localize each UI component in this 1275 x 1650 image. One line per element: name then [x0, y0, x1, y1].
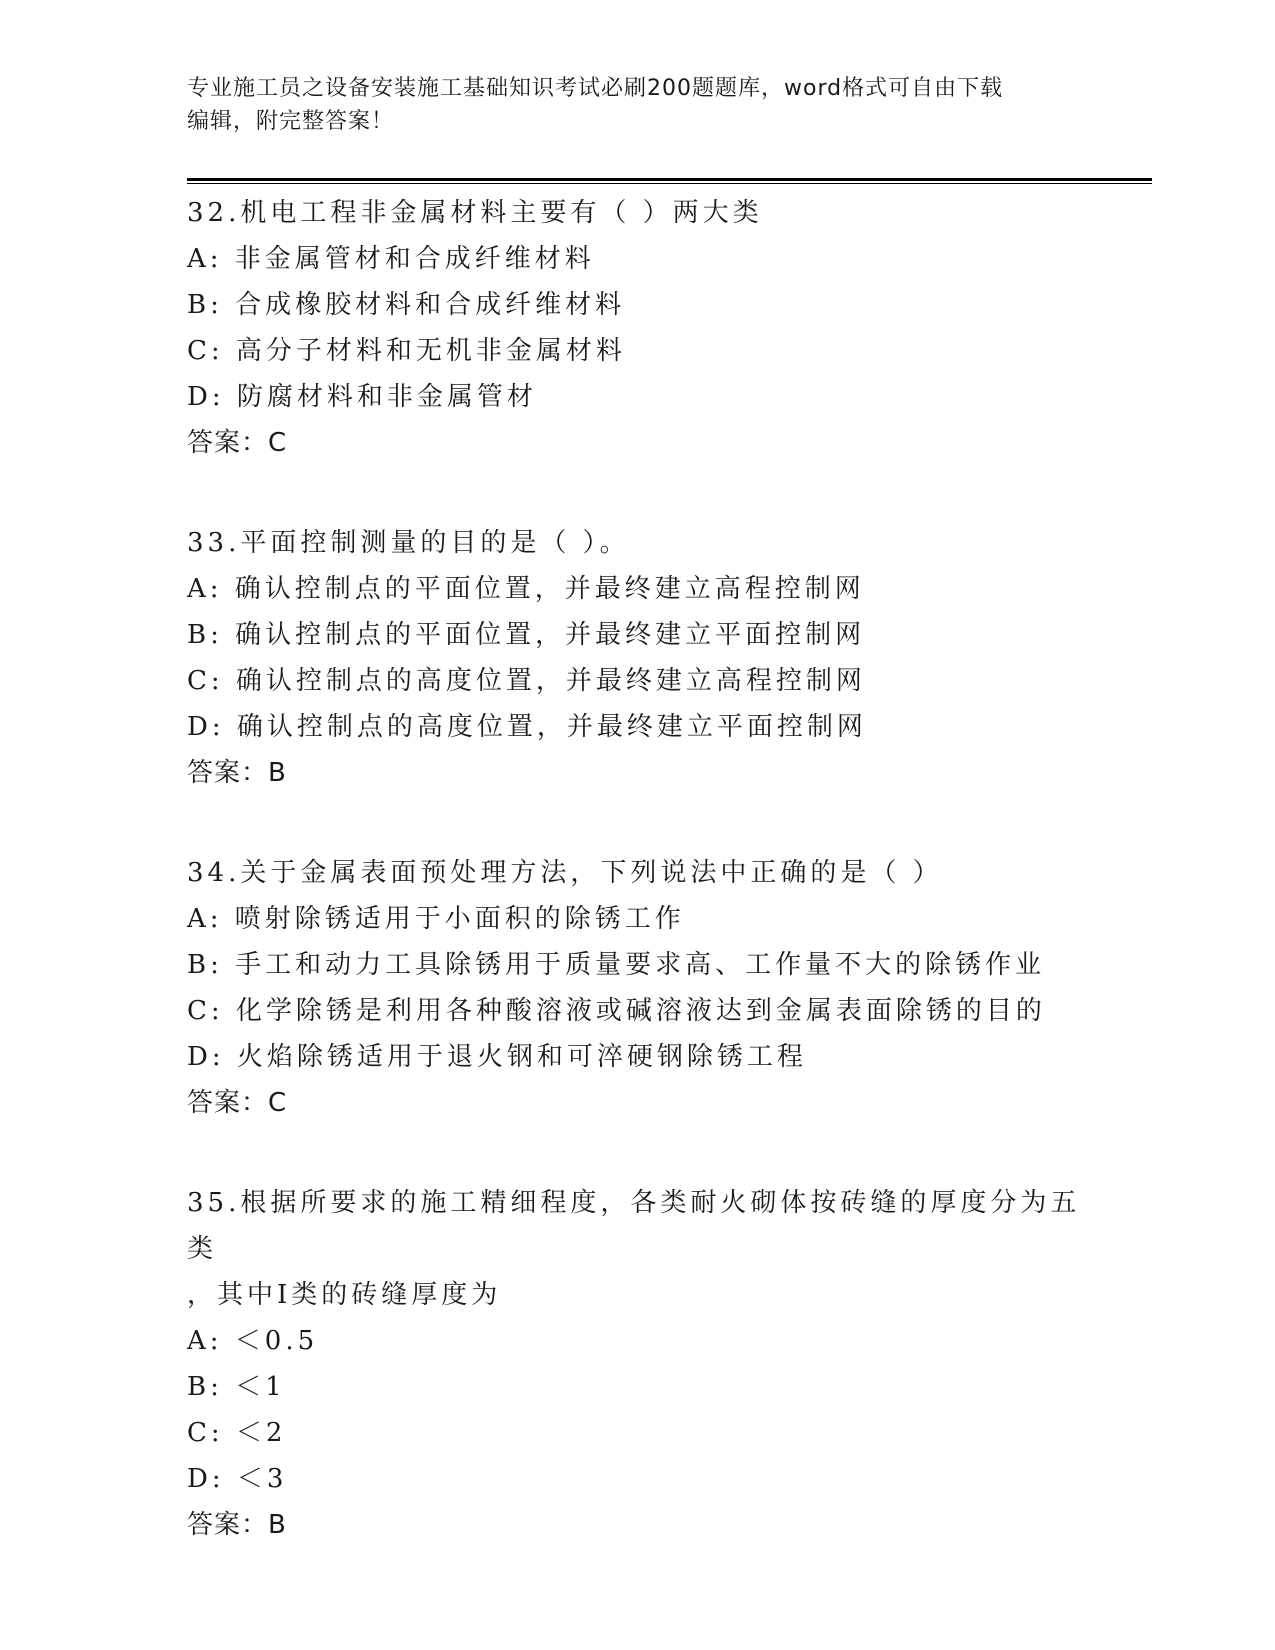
answer: 答案：B [187, 1510, 287, 1540]
question-32 [187, 190, 1087, 466]
question-stem-continued: ，其中Ⅰ类的砖缝厚度为 [187, 1280, 502, 1310]
answer: 答案：C [187, 428, 288, 458]
question-stem: 33.平面控制测量的目的是（ ）。 [187, 528, 630, 558]
option-c: C: 高分子材料和无机非金属材料 [187, 336, 626, 366]
option-c: C: 化学除锈是利用各种酸溶液或碱溶液达到金属表面除锈的目的 [187, 996, 1046, 1026]
header-divider-thick [187, 178, 1152, 181]
option-b: B: 手工和动力工具除锈用于质量要求高、工作量不大的除锈作业 [187, 950, 1046, 980]
option-a: A: 确认控制点的平面位置，并最终建立高程控制网 [187, 574, 865, 604]
option-d: D: 防腐材料和非金属管材 [187, 382, 537, 412]
document-header [187, 72, 1067, 138]
question-stem: 32.机电工程非金属材料主要有（ ）两大类 [187, 198, 763, 228]
question-33 [187, 520, 1087, 796]
header-divider-thin [187, 183, 1152, 184]
option-d: D: 火焰除锈适用于退火钢和可淬硬钢除锈工程 [187, 1042, 807, 1072]
question-stem: 34.关于金属表面预处理方法，下列说法中正确的是（ ） [187, 858, 943, 888]
option-c: C: 确认控制点的高度位置，并最终建立高程控制网 [187, 666, 866, 696]
header-line-2: 编辑，附完整答案！ [187, 109, 395, 134]
option-c: C: ＜2 [187, 1418, 287, 1448]
header-line-1: 专业施工员之设备安装施工基础知识考试必刷200题题库，word格式可自由下载 [187, 76, 1004, 101]
option-b: B: 确认控制点的平面位置，并最终建立平面控制网 [187, 620, 866, 650]
option-a: A: ＜0.5 [187, 1326, 319, 1356]
option-a: A: 喷射除锈适用于小面积的除锈工作 [187, 904, 685, 934]
answer: 答案：C [187, 1088, 288, 1118]
option-b: B: ＜1 [187, 1372, 286, 1402]
question-34 [187, 850, 1087, 1126]
question-list [187, 190, 1087, 1602]
question-stem: 35.根据所要求的施工精细程度，各类耐火砌体按砖缝的厚度分为五类 [187, 1188, 1081, 1264]
option-a: A: 非金属管材和合成纤维材料 [187, 244, 595, 274]
option-b: B: 合成橡胶材料和合成纤维材料 [187, 290, 626, 320]
option-d: D: 确认控制点的高度位置，并最终建立平面控制网 [187, 712, 867, 742]
answer: 答案：B [187, 758, 287, 788]
question-35 [187, 1180, 1087, 1548]
option-d: D: ＜3 [187, 1464, 288, 1494]
